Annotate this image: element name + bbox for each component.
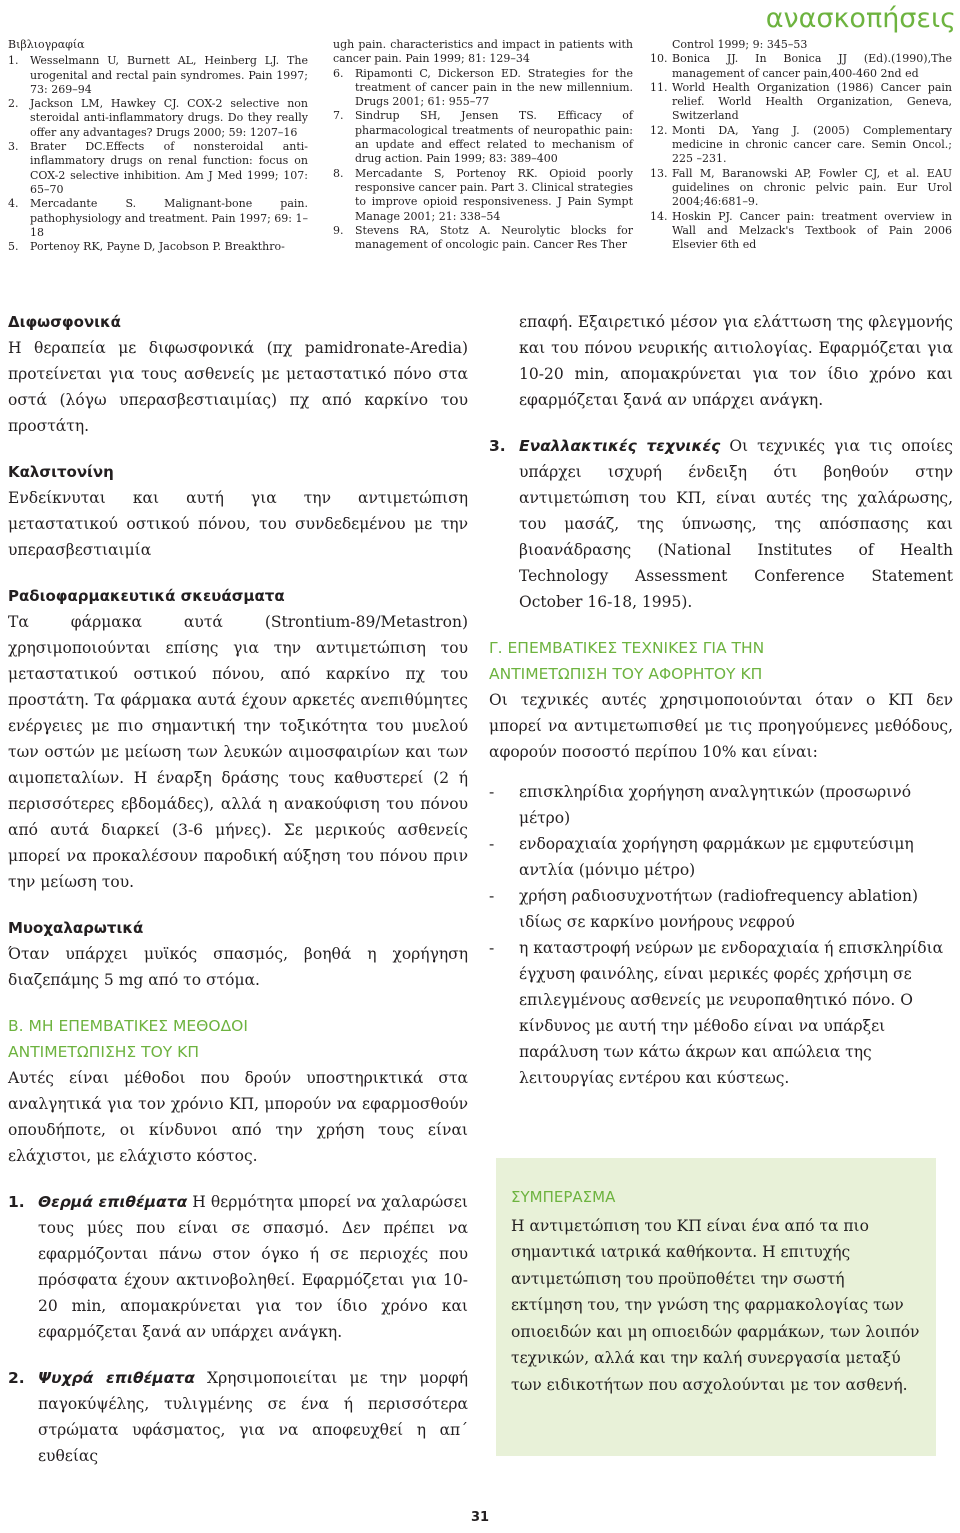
reference-item: 13. Fall M, Baranowski AP, Fowler CJ, et al. EAU guidelines on chronic pelvic pain. Eur Urol 2004;46:681–9. xyxy=(650,166,952,209)
section-header: ανασκοπήσεις xyxy=(765,3,956,34)
reference-continuation: Control 1999; 9: 345–53 xyxy=(672,38,808,51)
conclusion-box xyxy=(496,1158,936,1456)
references-title: Βιβλιογραφία xyxy=(8,38,85,51)
reference-item: 7. Sindrup SH, Jensen TS. Efficacy of pharmacological treatments of neuropathic pain: an update and effect related to mechanism of drug action. Pain 1999; 83: 389–400 xyxy=(333,109,633,166)
reference-item: 1. Wesselmann U, Burnett AL, Heinberg LJ. The urogenital and rectal pain syndromes. Pain 1997; 73: 269–94 xyxy=(8,54,308,96)
conclusion-title: ΣΥΜΠΕΡΑΣΜΑ xyxy=(511,1188,616,1206)
list-item: - επισκληρίδια χορήγηση αναλγητικών (προσωρινό μέτρο) xyxy=(489,783,912,827)
list-item: - χρήση ραδιοσυχνοτήτων (radiofrequency ablation) ιδίως σε καρκίνο μονήρους νεφρού xyxy=(489,887,919,931)
section-b-text: Αυτές είναι μέθοδοι που δρούν υποστηρικτικά στα αναλγητικά για τον χρόνιο ΚΠ, μπορούν να εφαρμοσθούν οπουδήποτε, οι κίνδυνοι από την χρήση τους είναι ελάχιστοι, με ελάχιστο κόστος. xyxy=(8,1069,468,1165)
conclusion-text: Η αντιμετώπιση του ΚΠ είναι ένα από τα πιο σημαντικά ιατρικά καθήκοντα. Η επιτυχής αντιμετώπιση του προϋποθέτει την σωστή εκτίμηση του, την γνώση της φαρμακολογίας των οπιοειδών και μη οπιοειδών φαρμάκων, των λοιπόν τεχνικών, αλλά και την καλή συνεργασία μεταξύ των ειδικοτήτων που ασχολούνται με τον ασθενή. xyxy=(511,1216,920,1394)
reference-continuation: ugh pain. characteristics and impact in patients with cancer pain. Pain 1999; 81: 129–34 xyxy=(333,38,633,66)
bisphosphonates-heading: Διφωσφονικά xyxy=(8,313,121,331)
reference-item: 4. Mercadante S. Malignant-bone pain. pathophysiology and treatment. Pain 1997; 69: 1–18 xyxy=(8,197,308,239)
radiopharmaceuticals-text: Τα φάρμακα αυτά (Strontium-89/Metastron) χρησιμοποιούνται επίσης για την αντιμετώπιση του μεταστατικού οστικού πόνου, από καρκίνο πχ του προστάτη. Τα φάρμακα αυτά έχουν αρκετές ανεπιθύμητες ενέργειες με πιο σημαντική την τοξικότητα του μυελού των οστών με μείωση των λευκών αιμοσφαιρίων και των αιμοπεταλίων. Η έναρξη δράσης τους καθυστερεί (2 ή περισσότερες εβδομάδες), αλλά η ανακούφιση του πόνου από αυτά διαρκεί (3-6 μήνες). Σε μερικούς ασθενείς μπορεί να προκαλέσουν παροδική αύξηση του πόνου πριν την μείωση του. xyxy=(8,613,468,891)
section-g-heading: Γ. ΕΠΕΜΒΑΤΙΚΕΣ ΤΕΧΝΙΚΕΣ ΓΙΑ ΤΗΝ ΑΝΤΙΜΕΤΩΠΙΣΗ ΤΟΥ ΑΦΟΡΗΤΟΥ ΚΠ xyxy=(489,639,765,683)
reference-item: 8. Mercadante S, Portenoy RK. Opioid poorly responsive cancer pain. Part 3. Clinical strategies to improve opioid responsiveness. J Pain Sympt Manage 2001; 21: 338–54 xyxy=(333,166,633,223)
reference-item: 11. World Health Organization (1986) Cancer pain relief. World Health Organization, Geneva, Switzerland xyxy=(650,80,952,123)
left-column xyxy=(8,309,468,1469)
references-column-2 xyxy=(333,38,633,252)
section-g-text: Οι τεχνικές αυτές χρησιμοποιούνται όταν ο ΚΠ δεν μπορεί να αντιμετωπισθεί με τις προηγούμενες μεθόδους, αφορούν ποσοστό περίπου 10% και είναι: xyxy=(489,691,953,761)
page-number: 31 xyxy=(470,1510,490,1525)
list-item: - ενδοραχιαία χορήγηση φαρμάκων με εμφυτεύσιμη αντλία (μόνιμο μέτρο) xyxy=(489,835,914,879)
reference-item: 5. Portenoy RK, Payne D, Jacobson P. Breakthro- xyxy=(8,240,285,254)
calcitonin-text: Ενδείκνυται και αυτή για την αντιμετώπιση μεταστατικού οστικού πόνου, του συνδεδεμένου με την υπερασβεστιαιμία xyxy=(8,489,468,559)
list-item-hot-packs: 1. Θερμά επιθέματα Η θερμότητα μπορεί να χαλαρώσει τους μύες που είναι σε σπασμό. Δεν πρέπει να εφαρμόζονται πάνω στον όγκο ή σε περιοχές που πρόσφατα έχουν ακτινοβοληθεί. Εφαρμόζεται για 10-20 min, απομακρύνεται για τον ίδιο χρόνο και εφαρμόζεται ξανά αν υπάρχει ανάγκη. xyxy=(8,1193,468,1341)
reference-item: 6. Ripamonti C, Dickerson ED. Strategies for the treatment of cancer pain in the new millennium. Drugs 2001; 61: 955–77 xyxy=(333,66,633,109)
hot-packs-label: Θερμά επιθέματα xyxy=(38,1193,188,1211)
list-item-alternative-techniques: 3. Εναλλακτικές τεχνικές Οι τεχνικές για τις οποίες υπάρχει ισχυρή ένδειξη ότι βοηθούν στην αντιμετώπιση του ΚΠ, είναι αυτές της χαλάρωσης, του μασάζ, της ύπνωσης, της απόσπασης και βιοανάδρασης (National Institutes of Health Technology Assessment Conference Statement October 16-18, 1995). xyxy=(489,437,953,611)
section-b-heading: Β. ΜΗ ΕΠΕΜΒΑΤΙΚΕΣ ΜΕΘΟΔΟΙ ΑΝΤΙΜΕΤΩΠΙΣΗΣ ΤΟΥ ΚΠ xyxy=(8,1017,248,1061)
radiopharmaceuticals-heading: Ραδιοφαρμακευτικά σκευάσματα xyxy=(8,587,285,605)
references-column-3 xyxy=(650,38,952,252)
reference-item: 2. Jackson LM, Hawkey CJ. COX-2 selective non steroidal anti-inflammatory drugs. Do they really offer any advantages? Drugs 2000; 59: 1207–16 xyxy=(8,97,308,139)
alternative-techniques-label: Εναλλακτικές τεχνικές xyxy=(519,437,721,455)
reference-item: 3. Brater DC.Effects of nonsteroidal anti-inflammatory drugs on renal function: focus on COX-2 selective inhibition. Am J Med 1999; 107: 65–70 xyxy=(8,140,308,196)
list-item: - η καταστροφή νεύρων με ενδοραχιαία ή επισκληρίδια έγχυση φαινόλης, είναι μερικές φορές χρήσιμη σε επιλεγμένους ασθενείς με νευροπαθητικό πόνο. Ο κίνδυνος με αυτή την μέθοδο είναι να υπάρξει παράλυση των κάτω άκρων και απώλεια της λειτουργίας εντέρου και κύστεως. xyxy=(489,939,944,1087)
calcitonin-heading: Καλσιτονίνη xyxy=(8,463,114,481)
reference-item: 9. Stevens RA, Stotz A. Neurolytic blocks for management of oncologic pain. Cancer Res Ther xyxy=(333,223,633,252)
reference-item: 12. Monti DA, Yang J. (2005) Complementary medicine in chronic cancer care. Semin Oncol.; 225 –231. xyxy=(650,123,952,166)
cold-packs-label: Ψυχρά επιθέματα xyxy=(38,1369,195,1387)
references-column-1 xyxy=(8,38,308,254)
cold-packs-continuation: επαφή. Εξαιρετικό μέσον για ελάττωση της φλεγμονής και του πόνου νευρικής αιτιολογίας. Εφαρμόζεται για 10-20 min, απομακρύνεται για τον ίδιο χρόνο και εφαρμόζεται ξανά αν υπάρχει ανάγκη. xyxy=(519,313,953,409)
reference-item: 10. Bonica JJ. In Bonica JJ (Ed).(1990),The management of cancer pain,400-460 2nd ed xyxy=(650,52,952,80)
list-item-cold-packs: 2. Ψυχρά επιθέματα Χρησιμοποιείται με την μορφή παγοκύψέλης, τυλιγμένης σε ένα ή περισσότερα στρώματα υφάσματος, για να αποφευχθεί η απ΄ ευθείας xyxy=(8,1369,468,1465)
muscle-relaxants-heading: Μυοχαλαρωτικά xyxy=(8,919,144,937)
right-column xyxy=(489,309,953,1091)
reference-item: 14. Hoskin PJ. Cancer pain: treatment overview in Wall and Melzack's Textbook of Pain 2006 Elsevier 6th ed xyxy=(650,209,952,252)
bisphosphonates-text: Η θεραπεία με διφωσφονικά (πχ pamidronate-Aredia) προτείνεται για τους ασθενείς με μεταστατικό πόνο στα οστά (λόγω υπερασβεστιαιμίας) πχ από καρκίνο του προστάτη. xyxy=(8,339,468,435)
muscle-relaxants-text: Όταν υπάρχει μυϊκός σπασμός, βοηθά η χορήγηση διαζεπάμης 5 mg από το στόμα. xyxy=(8,945,468,989)
